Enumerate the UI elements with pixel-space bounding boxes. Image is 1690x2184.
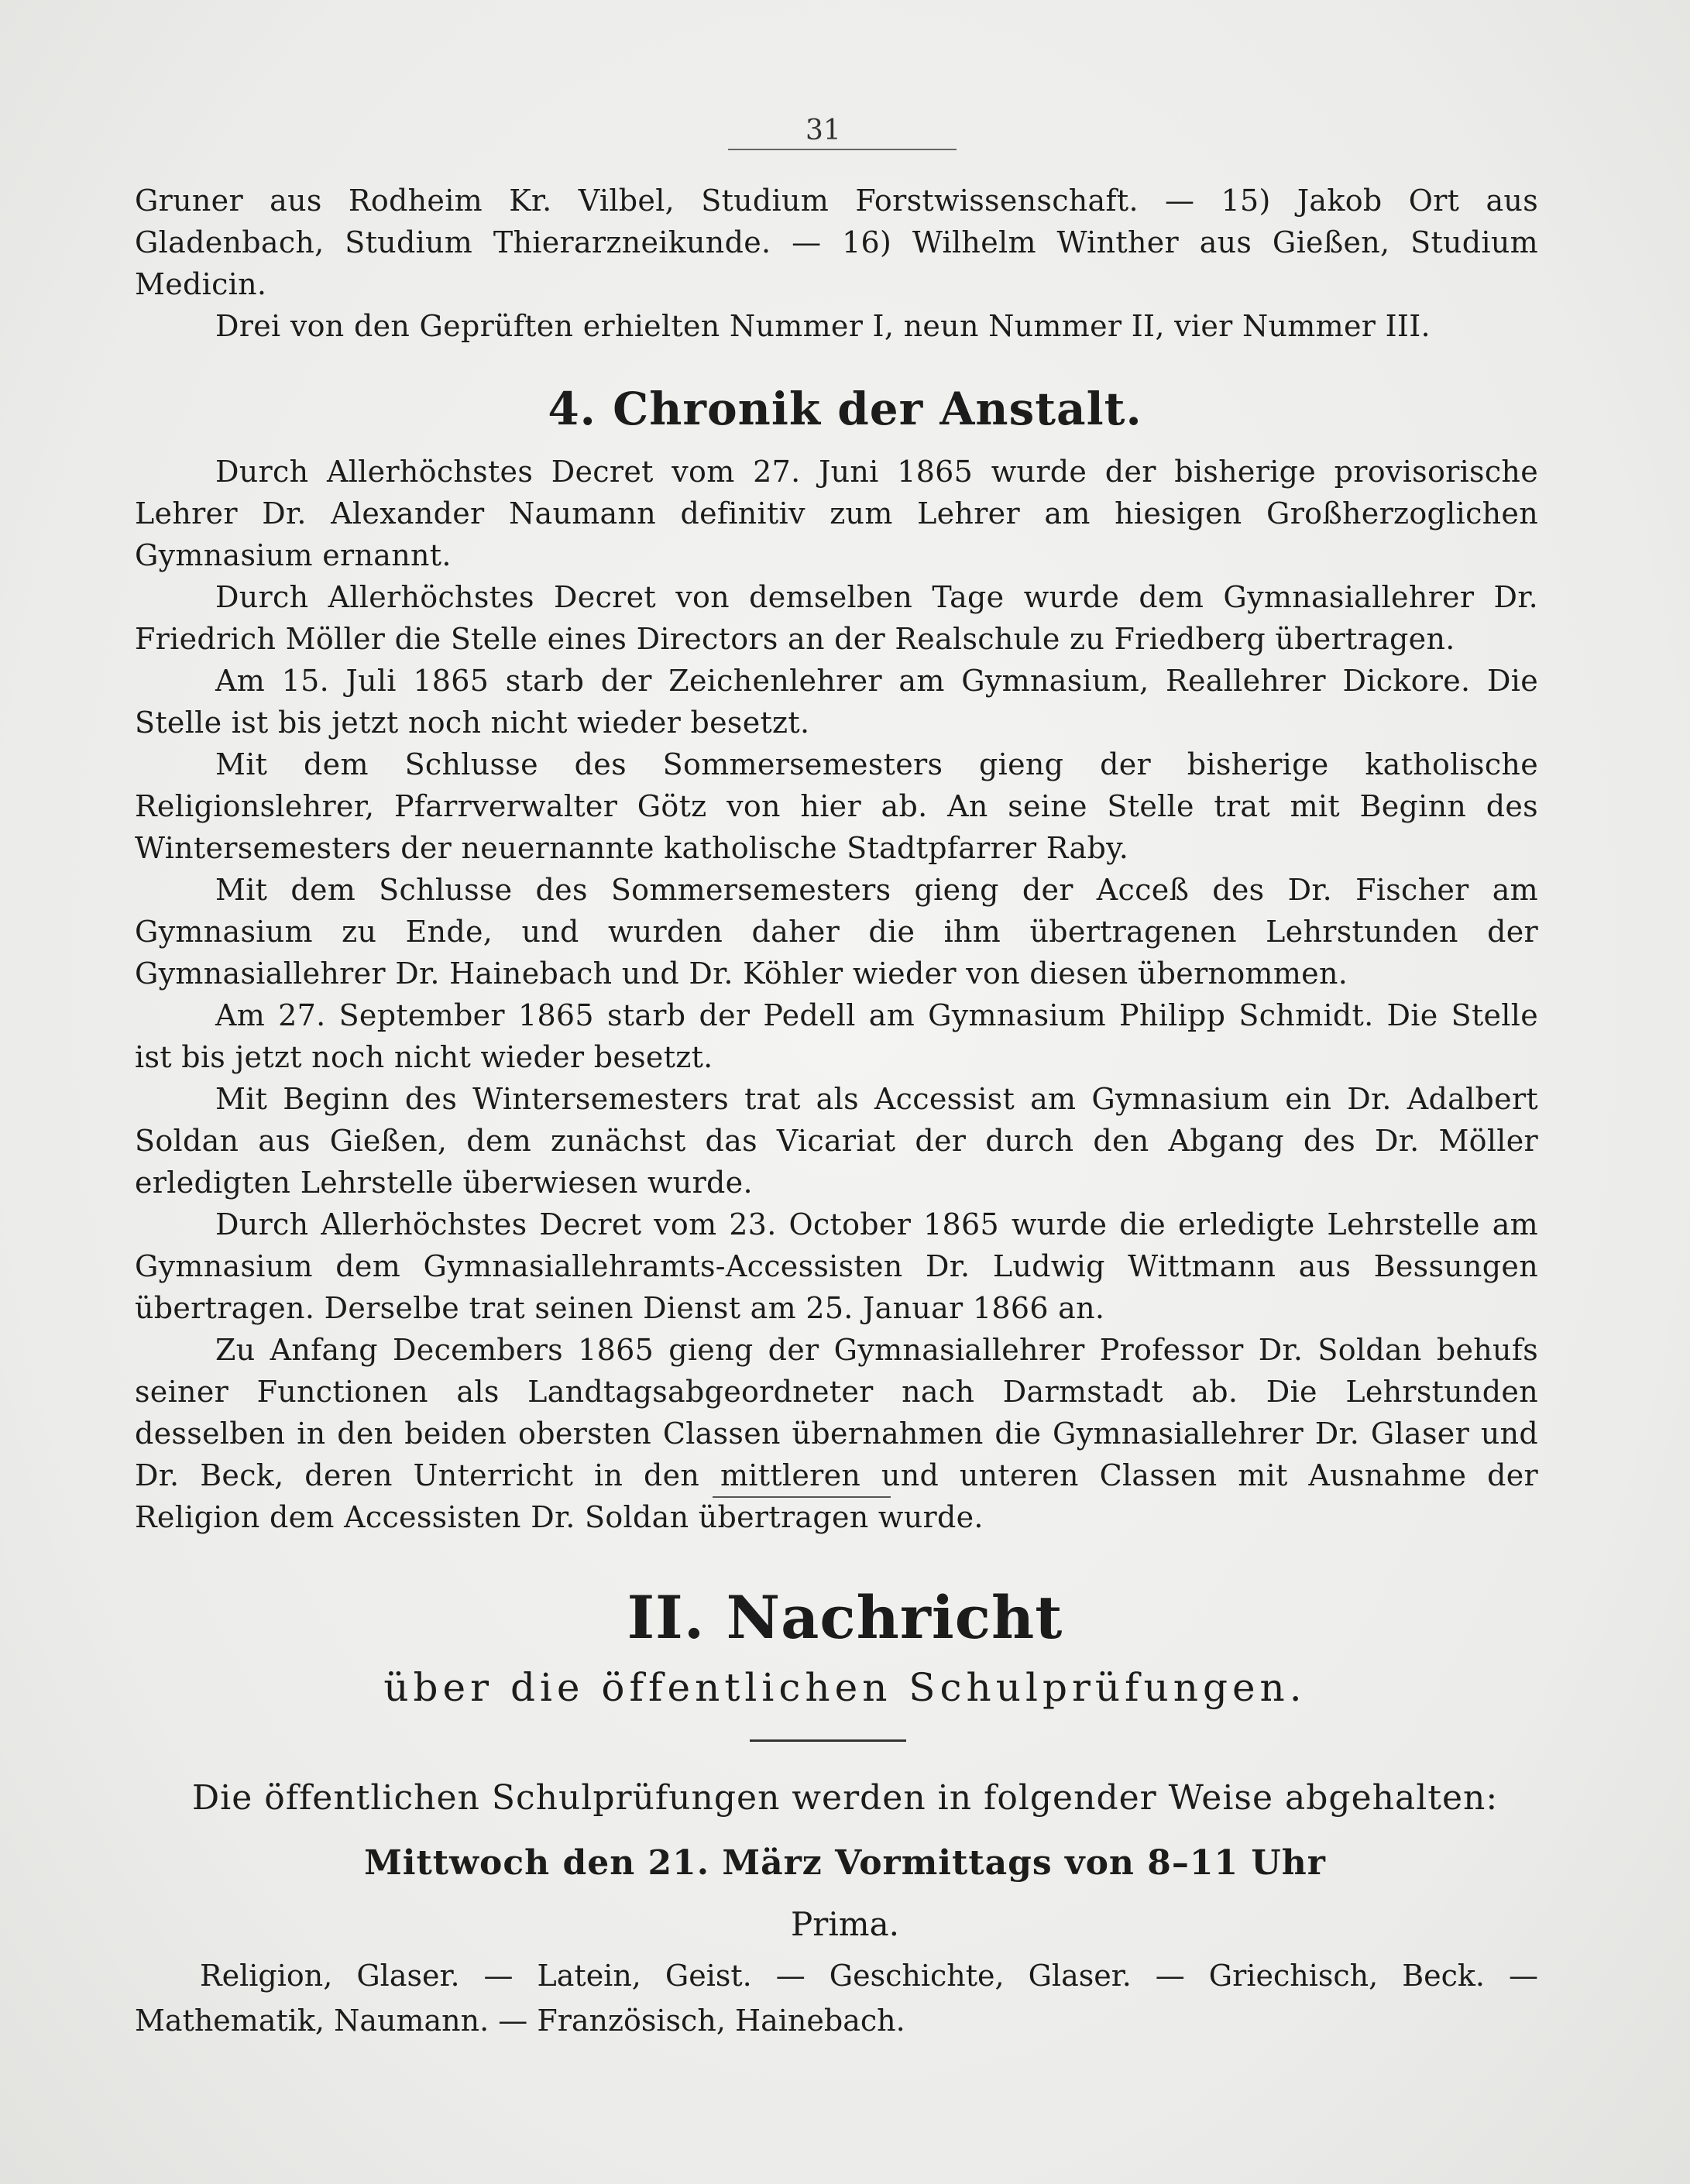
exam-results-list-end — [135, 180, 1538, 347]
chronik-paragraph: Durch Allerhöchstes Decret vom 23. October 1865 wurde die erledigte Lehrstelle am Gymnasium dem Gymnasiallehramts-Accessisten Dr. Ludwig Wittmann aus Bessungen übertragen. Derselbe trat seinen Dienst am 25. Januar 1866 an. — [135, 1207, 1538, 1325]
chronik-paragraph: Am 27. September 1865 starb der Pedell am Gymnasium Philipp Schmidt. Die Stelle ist bis jetzt noch nicht wieder besetzt. — [135, 998, 1538, 1074]
nachricht-heading: II. Nachricht — [627, 1583, 1063, 1652]
chronik-paragraph: Mit Beginn des Wintersemesters trat als Accessist am Gymnasium ein Dr. Adalbert Soldan aus Gießen, dem zunächst das Vicariat der durch den Abgang des Dr. Möller erledigten Lehrstelle überwiesen wurde. — [135, 1082, 1538, 1200]
chronik-heading: 4. Chronik der Anstalt. — [548, 383, 1142, 435]
graduate-list-paragraph: Gruner aus Rodheim Kr. Vilbel, Studium Forstwissenschaft. — 15) Jakob Ort aus Gladenbach, Studium Thierarzneikunde. — 16) Wilhelm Winther aus Gießen, Studium Medicin. — [135, 184, 1538, 301]
section-divider — [713, 1496, 891, 1498]
chronik-paragraph: Durch Allerhöchstes Decret vom 27. Juni 1865 wurde der bisherige provisorische Lehrer Dr. Alexander Naumann definitiv zum Lehrer am hiesigen Großherzoglichen Gymnasium ernannt. — [135, 455, 1538, 572]
header-rule — [728, 149, 957, 150]
chronik-paragraph: Durch Allerhöchstes Decret von demselben Tage wurde dem Gymnasiallehrer Dr. Friedrich Möller die Stelle eines Directors an der Realschule zu Friedberg übertragen. — [135, 580, 1538, 656]
chronik-body — [135, 451, 1538, 1538]
chronik-paragraph: Zu Anfang Decembers 1865 gieng der Gymnasiallehrer Professor Dr. Soldan behufs seiner Functionen als Landtagsabgeordneter nach Darmstadt ab. Die Lehrstunden desselben in den beiden obersten Classen übernahmen die Gymnasiallehrer Dr. Glaser und Dr. Beck, deren Unterricht in den mittleren und unteren Classen mit Ausnahme der Religion dem Accessisten Dr. Soldan übertragen wurde. — [135, 1333, 1538, 1534]
exam-day: Mittwoch den 21. März Vormittags von 8–11 Uhr — [364, 1843, 1326, 1883]
class-name: Prima. — [791, 1905, 899, 1943]
schedule-paragraph: Religion, Glaser. — Latein, Geist. — Geschichte, Glaser. — Griechisch, Beck. — Mathematik, Naumann. — Französisch, Hainebach. — [135, 1959, 1538, 2038]
chronik-paragraph: Mit dem Schlusse des Sommersemesters gieng der Acceß des Dr. Fischer am Gymnasium zu Ende, und wurden daher die ihm übertragenen Lehrstunden der Gymnasiallehrer Dr. Hainebach und Dr. Köhler wieder von diesen übernommen. — [135, 873, 1538, 991]
chronik-paragraph: Am 15. Juli 1865 starb der Zeichenlehrer am Gymnasium, Reallehrer Dickore. Die Stelle ist bis jetzt noch nicht wieder besetzt. — [135, 664, 1538, 740]
subheading-rule — [750, 1739, 906, 1742]
nachricht-subheading: über die öffentlichen Schulprüfungen. — [383, 1665, 1307, 1710]
exam-schedule — [135, 1953, 1538, 2043]
chronik-paragraph: Mit dem Schlusse des Sommersemesters gieng der bisherige katholische Religionslehrer, Pfarrverwalter Götz von hier ab. An seine Stelle trat mit Beginn des Wintersemesters der neuernannte katholische Stadtpfarrer Raby. — [135, 747, 1538, 865]
exam-intro: Die öffentlichen Schulprüfungen werden in folgender Weise abgehalten: — [191, 1778, 1499, 1818]
grade-summary-paragraph: Drei von den Geprüften erhielten Nummer I, neun Nummer II, vier Nummer III. — [215, 309, 1431, 343]
page-number: 31 — [805, 115, 841, 146]
